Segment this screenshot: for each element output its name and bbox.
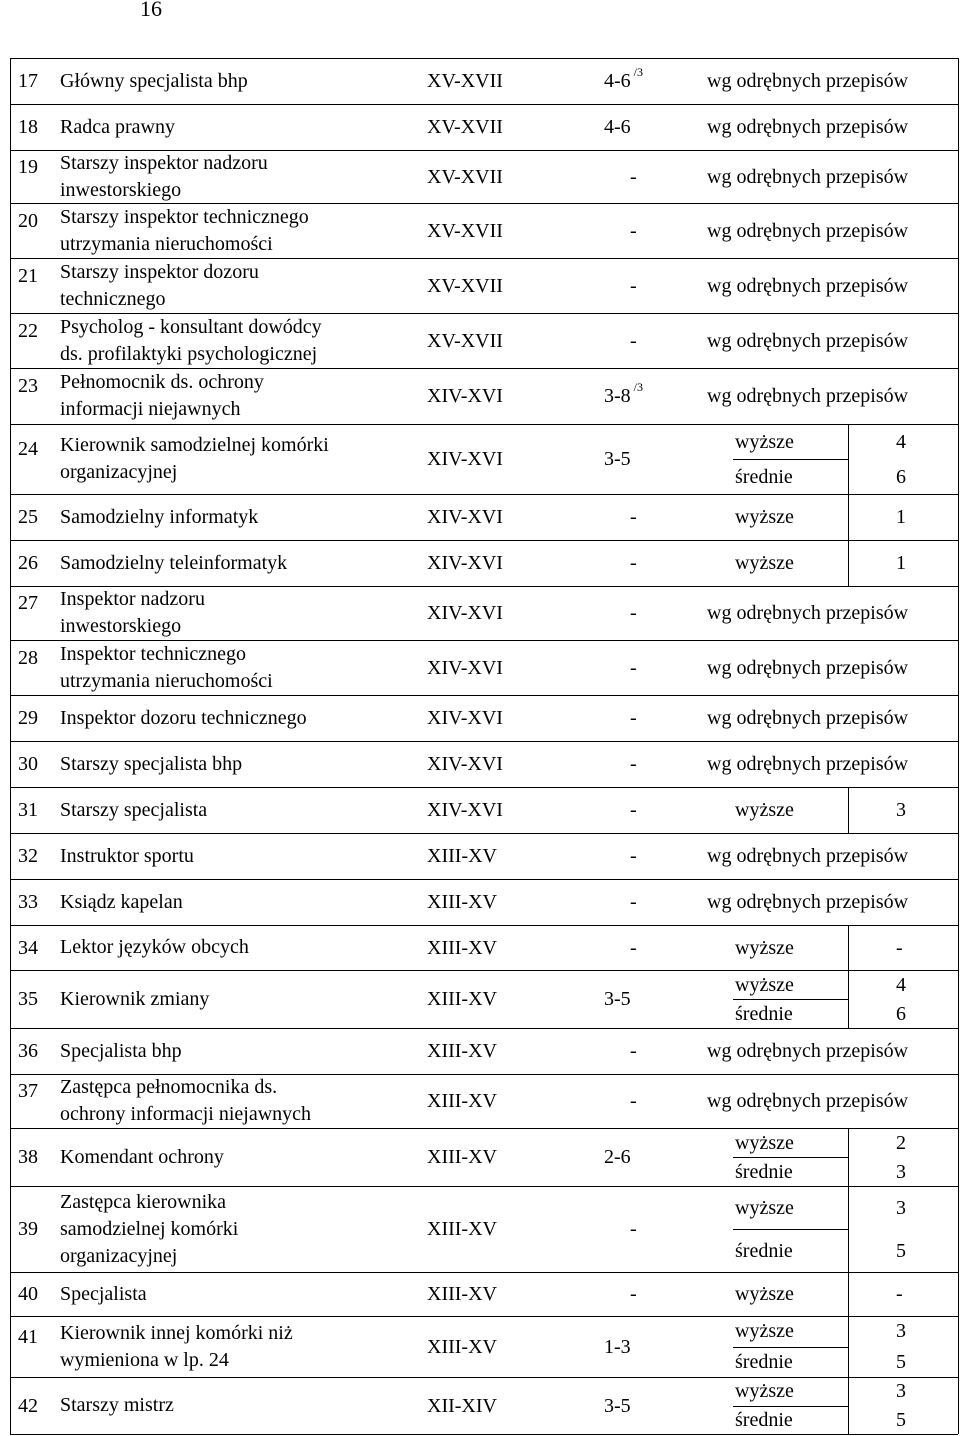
experience-years: 4-6 $^{/3}$ — [604, 65, 644, 92]
education-requirement: wg odrębnych przepisów — [707, 274, 909, 297]
table-vline — [848, 540, 849, 586]
position-name: ds. profilaktyki psychologicznej — [60, 342, 318, 365]
education-requirement: wg odrębnych przepisów — [707, 329, 909, 352]
education-level: wyższe — [735, 973, 794, 996]
education-level: wyższe — [735, 506, 794, 528]
position-name: Pełnomocnik ds. ochrony — [60, 371, 264, 393]
education-level: wyższe — [735, 1131, 794, 1154]
table-hline — [10, 787, 958, 788]
position-name: Starszy specjalista bhp — [60, 752, 243, 775]
experience-years: - — [630, 552, 637, 574]
experience-years: 3-5 — [604, 1394, 631, 1417]
row-number: 25 — [18, 506, 38, 528]
table-hline — [10, 833, 958, 834]
education-level: wyższe — [735, 936, 794, 959]
row-number: 19 — [18, 155, 38, 178]
position-name: Starszy specjalista — [60, 798, 208, 821]
salary-grade: XIII-XV — [427, 1040, 497, 1062]
experience-years: 2-6 — [604, 1146, 631, 1168]
education-level: średnie — [735, 1239, 793, 1262]
position-name: Instruktor sportu — [60, 844, 194, 867]
row-number: 24 — [18, 438, 38, 460]
table-hline — [733, 459, 848, 460]
education-requirement: wg odrębnych przepisów — [707, 1090, 909, 1112]
table-vline — [848, 1316, 849, 1377]
position-name: Samodzielny teleinformatyk — [60, 551, 288, 574]
education-level: wyższe — [735, 1283, 794, 1305]
position-name: samodzielnej komórki — [60, 1217, 239, 1240]
experience-years: 1-3 — [604, 1335, 631, 1358]
experience-years: - — [630, 936, 637, 959]
education-requirement: wg odrębnych przepisów — [707, 116, 909, 138]
table-hline — [10, 1186, 958, 1187]
table-hline — [10, 1272, 958, 1273]
position-name: Inspektor technicznego — [60, 642, 247, 665]
experience-years: 3-5 — [604, 448, 631, 470]
education-years: 4 — [896, 430, 906, 453]
row-number: 30 — [18, 753, 38, 775]
salary-grade: XIII-XV — [427, 1283, 497, 1305]
row-number: 34 — [18, 936, 38, 959]
row-number: 17 — [18, 70, 38, 92]
footnote-marker: /3 — [633, 380, 644, 394]
education-level: wyższe — [735, 1380, 794, 1403]
row-number: 38 — [18, 1146, 38, 1168]
experience-years: - — [630, 219, 637, 242]
table-hline — [733, 1157, 848, 1158]
salary-grade: XV-XVII — [427, 116, 503, 138]
salary-grade: XIII-XV — [427, 988, 497, 1010]
education-years: 1 — [896, 506, 906, 528]
table-hline — [733, 1406, 848, 1407]
table-vline — [848, 494, 849, 540]
education-requirement: wg odrębnych przepisów — [707, 845, 909, 867]
row-number: 28 — [18, 646, 38, 669]
table-hline — [10, 1316, 958, 1317]
position-name: technicznego — [60, 287, 166, 310]
experience-years: 4-6 — [604, 116, 631, 138]
education-requirement: wg odrębnych przepisów — [707, 656, 909, 679]
position-name: Psycholog - konsultant dowódcy — [60, 315, 322, 338]
education-requirement: wg odrębnych przepisów — [707, 753, 909, 775]
experience-years: - — [630, 1090, 637, 1112]
education-level: średnie — [735, 1408, 793, 1431]
position-name: Specjalista bhp — [60, 1039, 182, 1062]
row-number: 29 — [18, 707, 38, 729]
education-years: - — [896, 936, 903, 959]
row-number: 27 — [18, 592, 38, 614]
salary-grade: XIII-XV — [427, 1146, 497, 1168]
position-name: Zastępca kierownika — [60, 1190, 227, 1213]
position-name: Starszy mistrz — [60, 1394, 174, 1416]
page-number: 16 — [140, 0, 162, 21]
education-years: 5 — [896, 1350, 906, 1373]
position-name: inwestorskiego — [60, 615, 182, 637]
education-level: wyższe — [735, 799, 794, 821]
position-name: Starszy inspektor nadzoru — [60, 151, 268, 174]
experience-years: - — [630, 506, 637, 528]
salary-grade: XIII-XV — [427, 936, 497, 959]
salary-grade: XIV-XVI — [427, 506, 503, 528]
table-vline — [848, 1186, 849, 1272]
row-number: 36 — [18, 1040, 38, 1062]
salary-grade: XIV-XVI — [427, 552, 503, 574]
experience-years: - — [630, 891, 637, 913]
salary-grade: XV-XVII — [427, 219, 503, 242]
row-number: 18 — [18, 116, 38, 138]
row-number: 26 — [18, 552, 38, 574]
salary-grade: XII-XIV — [427, 1394, 497, 1417]
experience-years: 3-8 $^{/3}$ — [604, 380, 644, 407]
education-requirement: wg odrębnych przepisów — [707, 385, 909, 407]
table-hline — [10, 879, 958, 880]
position-name: informacji niejawnych — [60, 398, 241, 420]
salary-grade: XIV-XVI — [427, 753, 503, 775]
table-hline — [10, 695, 958, 696]
experience-years: - — [630, 329, 637, 352]
education-years: 5 — [896, 1408, 906, 1431]
table-hline — [10, 1434, 958, 1435]
position-name: Inspektor nadzoru — [60, 588, 205, 610]
education-level: średnie — [735, 1160, 793, 1183]
table-vline — [848, 925, 849, 970]
table-vline — [848, 1272, 849, 1316]
education-requirement: wg odrębnych przepisów — [707, 602, 909, 624]
education-level: średnie — [735, 1002, 793, 1025]
row-number: 35 — [18, 988, 38, 1010]
table-hline — [733, 999, 848, 1000]
table-hline — [733, 1229, 848, 1230]
table-hline — [10, 494, 958, 495]
position-name: Starszy inspektor dozoru — [60, 260, 259, 283]
salary-grade: XIII-XV — [427, 1335, 497, 1358]
experience-years: - — [630, 1218, 637, 1240]
positions-table — [10, 58, 958, 1436]
position-name: Samodzielny informatyk — [60, 505, 259, 528]
education-level: średnie — [735, 1350, 793, 1373]
education-years: - — [896, 1283, 903, 1305]
table-hline — [10, 1028, 958, 1029]
table-hline — [10, 58, 958, 59]
education-requirement: wg odrębnych przepisów — [707, 70, 909, 92]
education-years: 3 — [896, 1160, 906, 1183]
table-hline — [10, 741, 958, 742]
education-requirement: wg odrębnych przepisów — [707, 891, 909, 913]
education-level: wyższe — [735, 552, 794, 574]
position-name: Specjalista — [60, 1282, 147, 1305]
education-requirement: wg odrębnych przepisów — [707, 1040, 909, 1062]
experience-years: - — [630, 656, 637, 679]
experience-years: 3-5 — [604, 988, 631, 1010]
row-number: 37 — [18, 1080, 38, 1102]
experience-years: - — [630, 845, 637, 867]
education-level: średnie — [735, 465, 793, 488]
position-name: wymieniona w lp. 24 — [60, 1348, 229, 1371]
row-number: 20 — [18, 209, 38, 232]
position-name: Starszy inspektor technicznego — [60, 205, 309, 228]
education-years: 1 — [896, 552, 906, 574]
table-vline — [848, 970, 849, 1028]
position-name: Inspektor dozoru technicznego — [60, 706, 307, 729]
position-name: Kierownik samodzielnej komórki — [60, 434, 329, 456]
education-years: 5 — [896, 1239, 906, 1262]
education-level: wyższe — [735, 1196, 794, 1219]
position-name: Lektor języków obcych — [60, 936, 249, 958]
position-name: organizacyjnej — [60, 461, 178, 483]
salary-grade: XIV-XVI — [427, 707, 503, 729]
footnote-marker: /3 — [633, 65, 644, 79]
position-name: Zastępca pełnomocnika ds. — [60, 1076, 278, 1098]
salary-grade: XIII-XV — [427, 1090, 497, 1112]
row-number: 39 — [18, 1218, 38, 1240]
education-requirement: wg odrębnych przepisów — [707, 707, 909, 729]
salary-grade: XIV-XVI — [427, 448, 503, 470]
education-years: 4 — [896, 973, 906, 996]
table-hline — [10, 1128, 958, 1129]
row-number: 41 — [18, 1325, 38, 1348]
education-years: 2 — [896, 1131, 906, 1154]
table-hline — [10, 104, 958, 105]
salary-grade: XIV-XVI — [427, 656, 503, 679]
position-name: Główny specjalista bhp — [60, 69, 248, 92]
experience-years: - — [630, 165, 637, 188]
table-hline — [10, 1377, 958, 1378]
salary-grade: XIII-XV — [427, 1218, 497, 1240]
salary-grade: XIV-XVI — [427, 799, 503, 821]
salary-grade: XV-XVII — [427, 274, 503, 297]
experience-years: - — [630, 753, 637, 775]
education-years: 3 — [896, 1196, 906, 1219]
position-name: utrzymania nieruchomości — [60, 232, 273, 255]
experience-years: - — [630, 602, 637, 624]
table-vline — [848, 424, 849, 494]
experience-years: - — [630, 799, 637, 821]
position-name: Ksiądz kapelan — [60, 890, 183, 913]
position-name: Radca prawny — [60, 115, 175, 138]
table-vline — [848, 787, 849, 833]
position-name: utrzymania nieruchomości — [60, 669, 273, 692]
education-years: 3 — [896, 1320, 906, 1343]
salary-grade: XV-XVII — [427, 70, 503, 92]
salary-grade: XV-XVII — [427, 165, 503, 188]
education-level: wyższe — [735, 430, 794, 453]
table-vline — [10, 58, 11, 1434]
position-name: Kierownik innej komórki niż — [60, 1321, 293, 1344]
experience-years: - — [630, 707, 637, 729]
table-hline — [10, 970, 958, 971]
table-vline — [848, 1377, 849, 1434]
experience-years: - — [630, 1040, 637, 1062]
row-number: 21 — [18, 264, 38, 287]
education-years: 6 — [896, 465, 906, 488]
table-hline — [10, 540, 958, 541]
education-requirement: wg odrębnych przepisów — [707, 165, 909, 188]
salary-grade: XIV-XVI — [427, 602, 503, 624]
salary-grade: XV-XVII — [427, 329, 503, 352]
row-number: 33 — [18, 891, 38, 913]
position-name: Komendant ochrony — [60, 1145, 224, 1168]
row-number: 31 — [18, 799, 38, 821]
row-number: 32 — [18, 845, 38, 867]
position-name: Kierownik zmiany — [60, 987, 210, 1010]
row-number: 23 — [18, 375, 38, 397]
salary-grade: XIV-XVI — [427, 385, 503, 407]
row-number: 22 — [18, 319, 38, 342]
education-years: 6 — [896, 1002, 906, 1025]
education-years: 3 — [896, 1380, 906, 1403]
salary-grade: XIII-XV — [427, 891, 497, 913]
salary-grade: XIII-XV — [427, 845, 497, 867]
education-level: wyższe — [735, 1320, 794, 1343]
education-requirement: wg odrębnych przepisów — [707, 219, 909, 242]
table-hline — [10, 424, 958, 425]
position-name: organizacyjnej — [60, 1244, 178, 1267]
row-number: 40 — [18, 1283, 38, 1305]
position-name: inwestorskiego — [60, 178, 182, 201]
table-hline — [10, 925, 958, 926]
experience-years: - — [630, 274, 637, 297]
table-hline — [733, 1347, 848, 1348]
education-years: 3 — [896, 799, 906, 821]
position-name: ochrony informacji niejawnych — [60, 1103, 312, 1125]
experience-years: - — [630, 1283, 637, 1305]
row-number: 42 — [18, 1394, 38, 1417]
table-vline — [958, 58, 959, 1434]
table-vline — [848, 1128, 849, 1186]
